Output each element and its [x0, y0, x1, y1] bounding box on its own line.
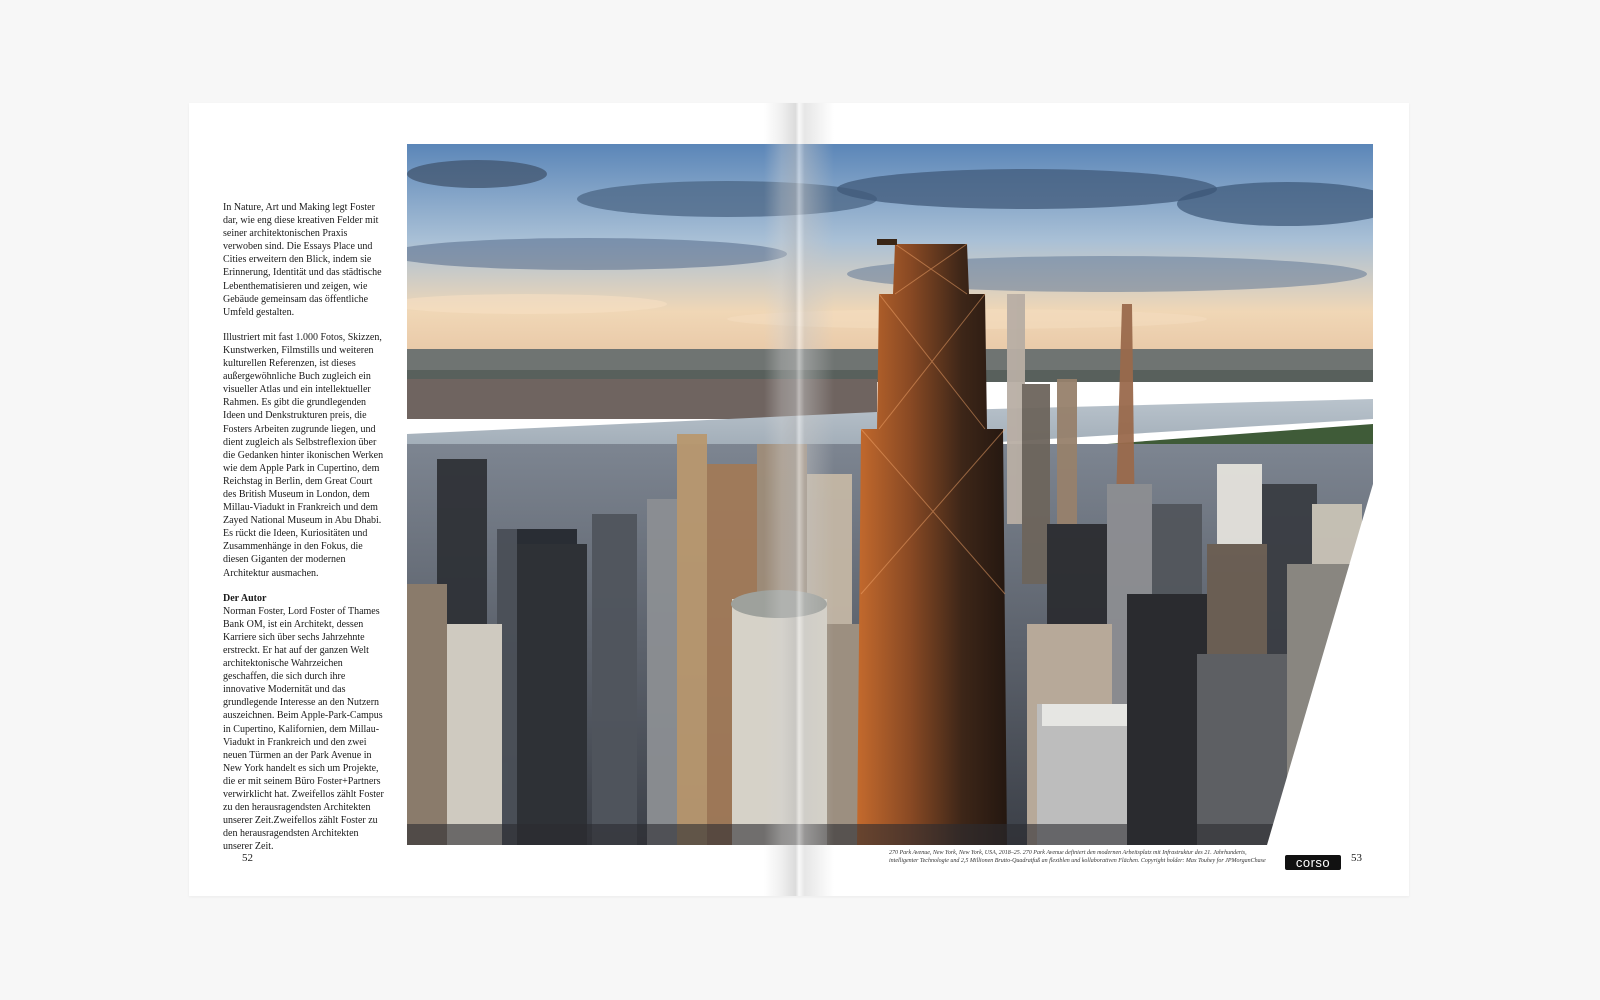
- magazine-spread: [189, 103, 1409, 896]
- page-number-right: 53: [1351, 852, 1362, 864]
- right-page: [799, 103, 1409, 896]
- author-bio-paragraph: Norman Foster, Lord Foster of Thames Bank OM, ist ein Architekt, dessen Karriere sich über sechs Jahrzehnte erstreckt. Er hat auf der ganzen Welt architektonische Wahrzeichen geschaffen, die sich durch ihre innovative Modernität und das grundlegende Interesse an den Nutzern auszeichnen. Beim Apple-Park-Campus in Cupertino, Kalifornien, dem Millau-Viadukt in Frankreich und den zwei neuen Türmen an der Park Avenue in New York handelt es sich um Projekte, die er mit seinem Büro Foster+Partners verwirklicht hat. Zweifellos zählt Foster zu den herausragendsten Architekten unserer Zeit.Zweifellos zählt Foster zu den herausragendsten Architekten unserer Zeit.: [223, 605, 384, 853]
- photo-caption: 270 Park Avenue, New York, New York, USA, 2018–25. 270 Park Avenue definiert den modernen Arbeitsplatz mit Infrastruktur des 21. Jahrhunderts, intelligenter Technologie und 2,5 Millionen Brutto-Quadratfuß an flexiblen und kollaborativen Flächen. Copyright holder: Max Touhey for JPMorganChase: [889, 850, 1266, 864]
- author-heading: Der Autor: [223, 592, 267, 604]
- body-text-column: [223, 201, 386, 866]
- book-description-paragraph: Illustriert mit fast 1.000 Fotos, Skizzen, Kunstwerken, Filmstills und weiteren kulturellen Referenzen, ist dieses außergewöhnliche Buch zugleich ein visueller Atlas und ein intellektueller Rahmen. Es gibt die grundlegenden Ideen und Denkstrukturen preis, die Fosters Arbeiten zugrunde liegen, und dient zugleich als Selbstreflexion über die Gedanken hinter ikonischen Werken wie dem Apple Park in Cupertino, dem Reichstag in Berlin, dem Great Court des British Museum in London, dem Millau-Viadukt in Frankreich und dem Zayed National Museum in Abu Dhabi. Es rückt die Ideen, Kuriositäten und Zusammenhänge in den Fokus, die diesen Giganten der modernen Architektur ausmachen.: [223, 331, 384, 579]
- intro-paragraph: In Nature, Art und Making legt Foster dar, wie eng diese kreativen Felder mit seiner architektonischen Praxis verwoben sind. Die Essays Place und Cities erweitern den Blick, indem sie Erinnerung, Identität und das städtische Lebenthematisieren und zeigen, wie Gebäude gemeinsam das öffentliche Umfeld gestalten.: [223, 202, 382, 318]
- page-number-left: 52: [242, 852, 253, 864]
- corso-logo: corso: [1285, 855, 1341, 870]
